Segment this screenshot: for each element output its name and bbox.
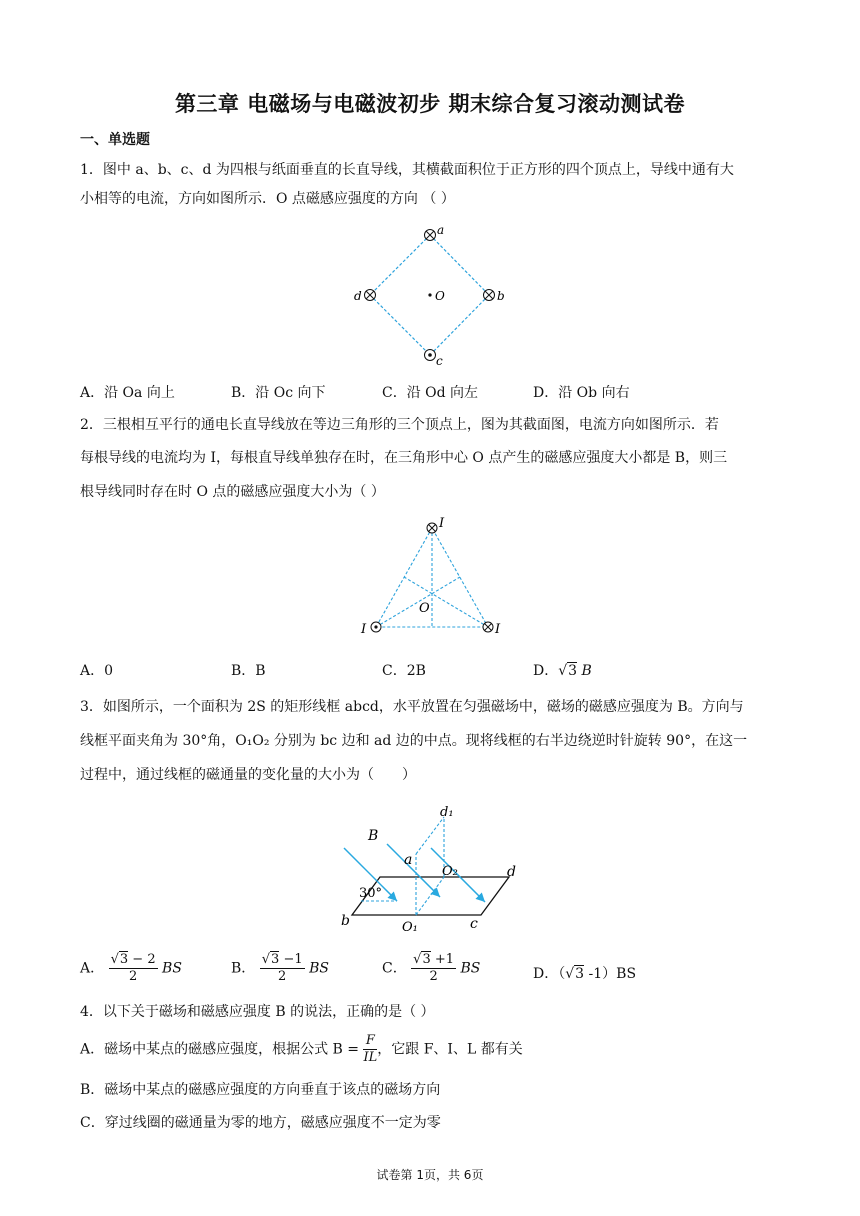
- q3-option-a-fraction: $\frac{√3 - 2}{2}$: [110, 952, 156, 984]
- label-d1: d₁: [440, 805, 454, 820]
- label-angle: 30°: [359, 886, 383, 901]
- q1-option-d[interactable]: D．沿 Ob 向右: [533, 385, 630, 401]
- q2-option-d[interactable]: D．√3 B: [533, 663, 592, 679]
- label-b-field: B: [368, 828, 379, 844]
- q2-text-line2: 每根导线的电流均为 I，每根直导线单独存在时，在三角形中心 O 点产生的磁感应强度大小都是 B，则三: [80, 450, 728, 466]
- q2-text-line3: 根导线同时存在时 O 点的磁感应强度大小为（ ）: [80, 484, 385, 500]
- q2-option-a[interactable]: A．0: [80, 663, 114, 679]
- q3-text-line2: 线框平面夹角为 30°角，O₁O₂ 分别为 bc 边和 ad 边的中点。现将线框的右半边绕逆时针旋转 90°，在这一: [80, 733, 748, 749]
- label-right-i: I: [495, 622, 501, 637]
- q3-text-line3: 过程中，通过线框的磁通量的变化量的大小为（ ）: [80, 767, 416, 783]
- q4-option-c[interactable]: C．穿过线圈的磁通量为零的地方，磁感应强度不一定为零: [80, 1115, 441, 1131]
- q4-text-line1: 4．以下关于磁场和磁感应强度 B 的说法，正确的是（ ）: [80, 1004, 435, 1020]
- q2-text-line1: 2．三根相互平行的通电长直导线放在等边三角形的三个顶点上，图为其截面图，电流方向如图所示．若: [80, 417, 719, 433]
- label-left-i: I: [361, 622, 367, 637]
- q3-option-c[interactable]: C． $\frac{√3 +1}{2}$ BS: [382, 952, 481, 984]
- label-top-i: I: [439, 516, 445, 531]
- label-a: a: [404, 852, 413, 868]
- label-o2: O₂: [442, 864, 458, 879]
- label-o1: O₁: [402, 920, 418, 935]
- q3-frame-diagram: [335, 798, 535, 938]
- q4-option-a[interactable]: A．磁场中某点的磁感应强度，根据公式 B = $\frac{F}{IL}$ ，它跟 F、I、L 都有关: [80, 1033, 523, 1065]
- q3-text-line1: 3．如图所示，一个面积为 2S 的矩形线框 abcd，水平放置在匀强磁场中，磁场的磁感应强度为 B。方向与: [80, 699, 744, 715]
- label-d: d: [507, 864, 516, 880]
- label-o: O: [419, 601, 430, 616]
- q3-option-a[interactable]: A． $\frac{√3 - 2}{2}$ BS: [80, 952, 182, 984]
- q2-triangle-diagram: [355, 512, 515, 642]
- q1-option-b[interactable]: B．沿 Oc 向下: [231, 385, 326, 401]
- label-d: d: [354, 289, 362, 303]
- label-o: O: [435, 289, 445, 303]
- q4-option-b[interactable]: B．磁场中某点的磁感应强度的方向垂直于该点的磁场方向: [80, 1082, 441, 1098]
- q3-option-b[interactable]: B． $\frac{√3 -1}{2}$ BS: [231, 952, 329, 984]
- q1-text-line1: 1．图中 a、b、c、d 为四根与纸面垂直的长直导线，其横截面积位于正方形的四个顶点上，导线中通有大: [80, 162, 734, 178]
- q3-option-d[interactable]: D．（√3 -1）BS: [533, 966, 637, 982]
- page-footer: 试卷第 1页，共 6页: [376, 1168, 484, 1182]
- q3-option-b-fraction: $\frac{√3 -1}{2}$: [261, 952, 303, 984]
- wire-left-out-of-page-icon: [371, 622, 381, 632]
- label-c: c: [470, 916, 478, 932]
- q2-option-b[interactable]: B．B: [231, 663, 266, 679]
- q2-dashed-triangle: [376, 528, 488, 627]
- wire-b-into-page-icon: [484, 290, 495, 301]
- wire-top-into-page-icon: [427, 523, 437, 533]
- wire-right-into-page-icon: [483, 622, 493, 632]
- section-heading: 一、单选题: [80, 132, 150, 148]
- q3-option-c-fraction: $\frac{√3 +1}{2}$: [413, 952, 455, 984]
- q4-formula-fraction: $\frac{F}{IL}$: [363, 1033, 378, 1065]
- q1-option-a[interactable]: A．沿 Oa 向上: [80, 385, 175, 401]
- label-b: b: [497, 289, 505, 303]
- wire-c-out-of-page-icon: [425, 350, 436, 361]
- q2-option-d-tail: B: [581, 663, 592, 679]
- label-b: b: [341, 913, 350, 929]
- q2-option-c[interactable]: C．2B: [382, 663, 426, 679]
- label-a: a: [437, 223, 445, 237]
- q2-option-d-label: D．: [533, 663, 559, 679]
- q1-text-line2: 小相等的电流，方向如图所示．O 点磁感应强度的方向 （ ）: [80, 191, 455, 207]
- label-c: c: [436, 354, 443, 368]
- q1-option-c[interactable]: C．沿 Od 向左: [382, 385, 479, 401]
- point-o-dot: [428, 293, 431, 296]
- q1-square-diagram: [350, 222, 510, 368]
- page-title: 第三章 电磁场与电磁波初步 期末综合复习滚动测试卷: [174, 92, 686, 116]
- q2-option-d-sqrt: 3: [568, 663, 578, 679]
- wire-d-into-page-icon: [365, 290, 376, 301]
- wire-a-into-page-icon: [425, 230, 436, 241]
